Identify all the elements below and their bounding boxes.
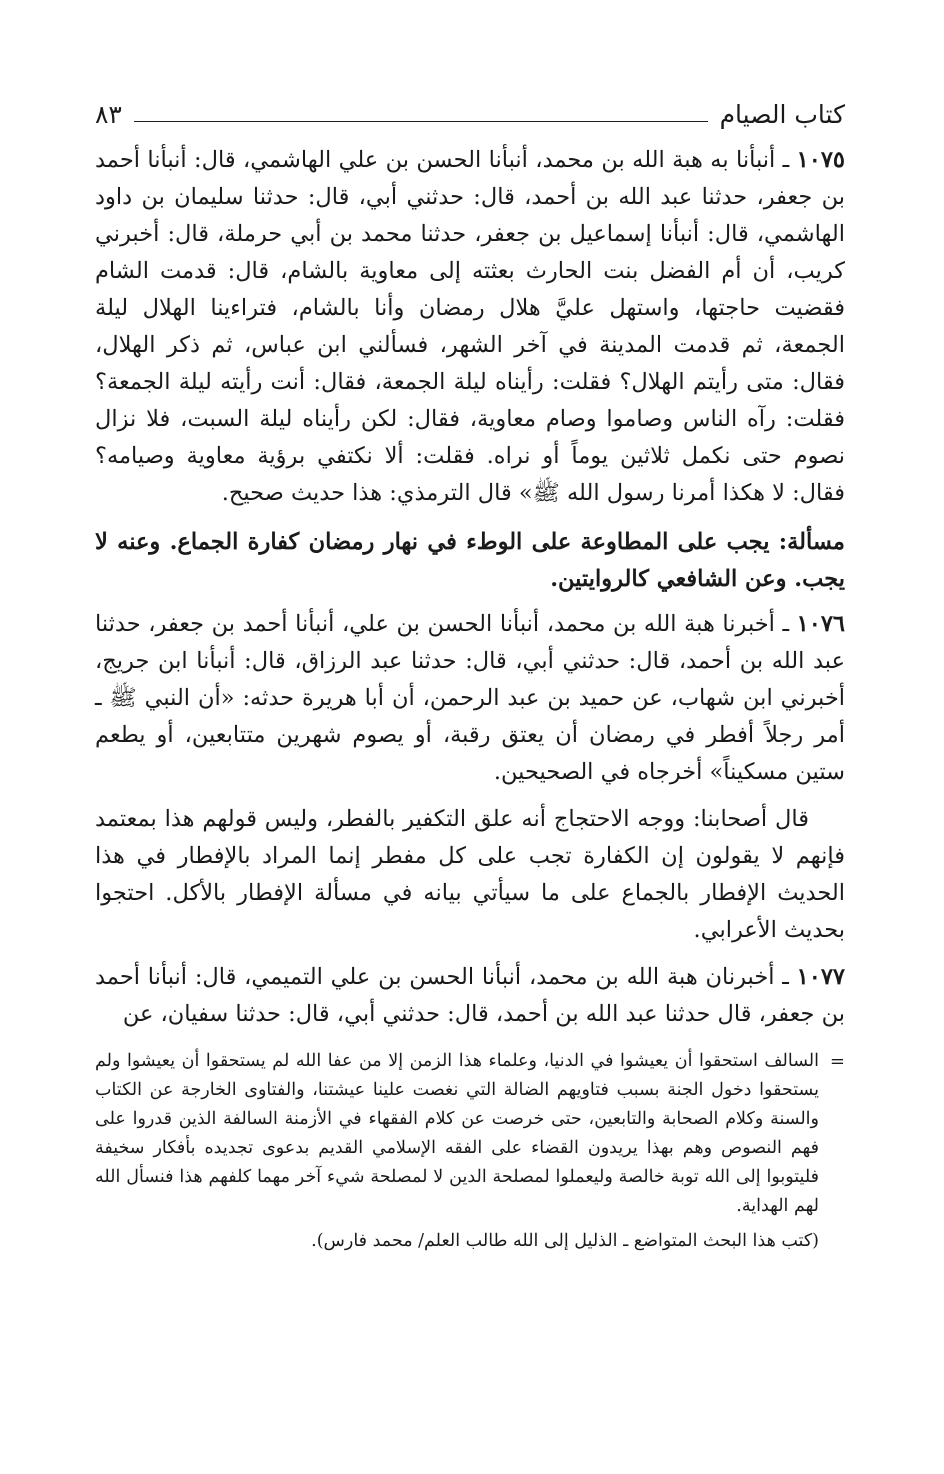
hadith-1075: [95, 142, 845, 512]
continuation-mark: =: [829, 1051, 845, 1072]
footnote-signature: (كتب هذا البحث المتواضع ـ الذليل إلى الله طالب العلم/ محمد فارس).: [311, 1231, 819, 1251]
hadith-text: ـ أنبأنا به هبة الله بن محمد، أنبأنا الحسن بن علي الهاشمي، قال: أنبأنا أحمد بن جعفر، حدثنا عبد الله بن أحمد، قال: حدثني أبي، قال: حدثنا سليمان بن داود الهاشمي، قال: أنبأنا إسماعيل بن جعفر، حدثنا محمد بن أبي حرملة، قال: أخبرني كريب، أن أم الفضل بنت الحارث بعثته إلى معاوية بالشام، قال: قدمت الشام فقضيت حاجتها، واستهل عليَّ هلال رمضان وأنا بالشام، فتراءينا الهلال ليلة الجمعة، ثم قدمت المدينة في آخر الشهر، فسألني ابن عباس، ثم ذكر الهلال، فقال: متى رأيتم الهلال؟ فقلت: رأيناه ليلة الجمعة، فقال: أنت رأيته ليلة الجمعة؟ فقلت: رآه الناس وصاموا وصام معاوية، فقال: لكن رأيناه ليلة السبت، فلا نزال نصوم حتى نكمل ثلاثين يوماً أو نراه. فقلت: ألا نكتفي برؤية معاوية وصيامه؟ فقال: لا هكذا أمرنا رسول الله ﷺ» قال الترمذي: هذا حديث صحيح.: [95, 147, 845, 506]
hadith-number: ١٠٧٧: [796, 964, 845, 990]
running-header: [95, 90, 845, 130]
hadith-text: ـ أخبرنان هبة الله بن محمد، أنبأنا الحسن بن علي التميمي، قال: أنبأنا أحمد بن جعفر، قال حدثنا عبد الله بن أحمد، قال: حدثني أبي، قال: حدثنا سفيان، عن: [95, 964, 845, 1027]
footnotes: [95, 1047, 845, 1256]
commentary-paragraph: قال أصحابنا: ووجه الاحتجاج أنه علق التكفير بالفطر، وليس قولهم هذا بمعتمد فإنهم لا يقولون إن الكفارة تجب على كل مفطر إنما المراد بالإفطار في هذا الحديث الإفطار بالجماع على ما سيأتي بيانه في مسألة الإفطار بالأكل. احتجوا بحديث الأعرابي.: [95, 806, 845, 943]
header-rule: [134, 121, 708, 122]
book-page: [95, 90, 845, 1274]
hadith-1077: [95, 959, 845, 1033]
issue-heading: مسألة: يجب على المطاوعة على الوطء في نهار رمضان كفارة الجماع. وعنه لا يجب. وعن الشافعي كالروايتين.: [95, 529, 845, 592]
book-title: كتاب الصيام: [719, 100, 845, 129]
page-number: ٨٣: [95, 100, 122, 129]
hadith-1076: [95, 606, 845, 791]
hadith-number: ١٠٧٥: [796, 147, 845, 173]
hadith-number: ١٠٧٦: [796, 611, 845, 637]
footnote-continuation: [95, 1047, 845, 1221]
hadith-text: ـ أخبرنا هبة الله بن محمد، أنبأنا الحسن بن علي، أنبأنا أحمد بن جعفر، حدثنا عبد الله بن أحمد، قال: حدثني أبي، قال: حدثنا عبد الرزاق، قال: أنبأنا ابن جريج، أخبرني ابن شهاب، عن حميد بن عبد الرحمن، أن أبا هريرة حدثه: «أن النبي ﷺ ـ أمر رجلاً أفطر في رمضان أن يعتق رقبة، أو يصوم شهرين متتابعين، أو يطعم ستين مسكيناً» أخرجاه في الصحيحين.: [95, 611, 845, 785]
footnote-text: السالف استحقوا أن يعيشوا في الدنيا، وعلماء هذا الزمن إلا من عفا الله لم يستحقوا أن يعيشوا ولم يستحقوا دخول الجنة بسبب فتاويهم الضالة التي نغصت علينا عيشتنا، والفتاوى الخارجة عن الكتاب والسنة وكلام الصحابة والتابعين، حتى خرصت عن كلام الفقهاء في الأزمنة السالفة الذين قدروا على فهم النصوص وهم بهذا يريدون القضاء على الفقه الإسلامي القديم بدعوى تجديده بأفكار سخيفة فليتوبوا إلى الله توبة خالصة وليعملوا لمصلحة الدين لا لمصلحة شيء آخر مهما كلفهم هذا فنسأل الله لهم الهداية.: [95, 1051, 819, 1216]
